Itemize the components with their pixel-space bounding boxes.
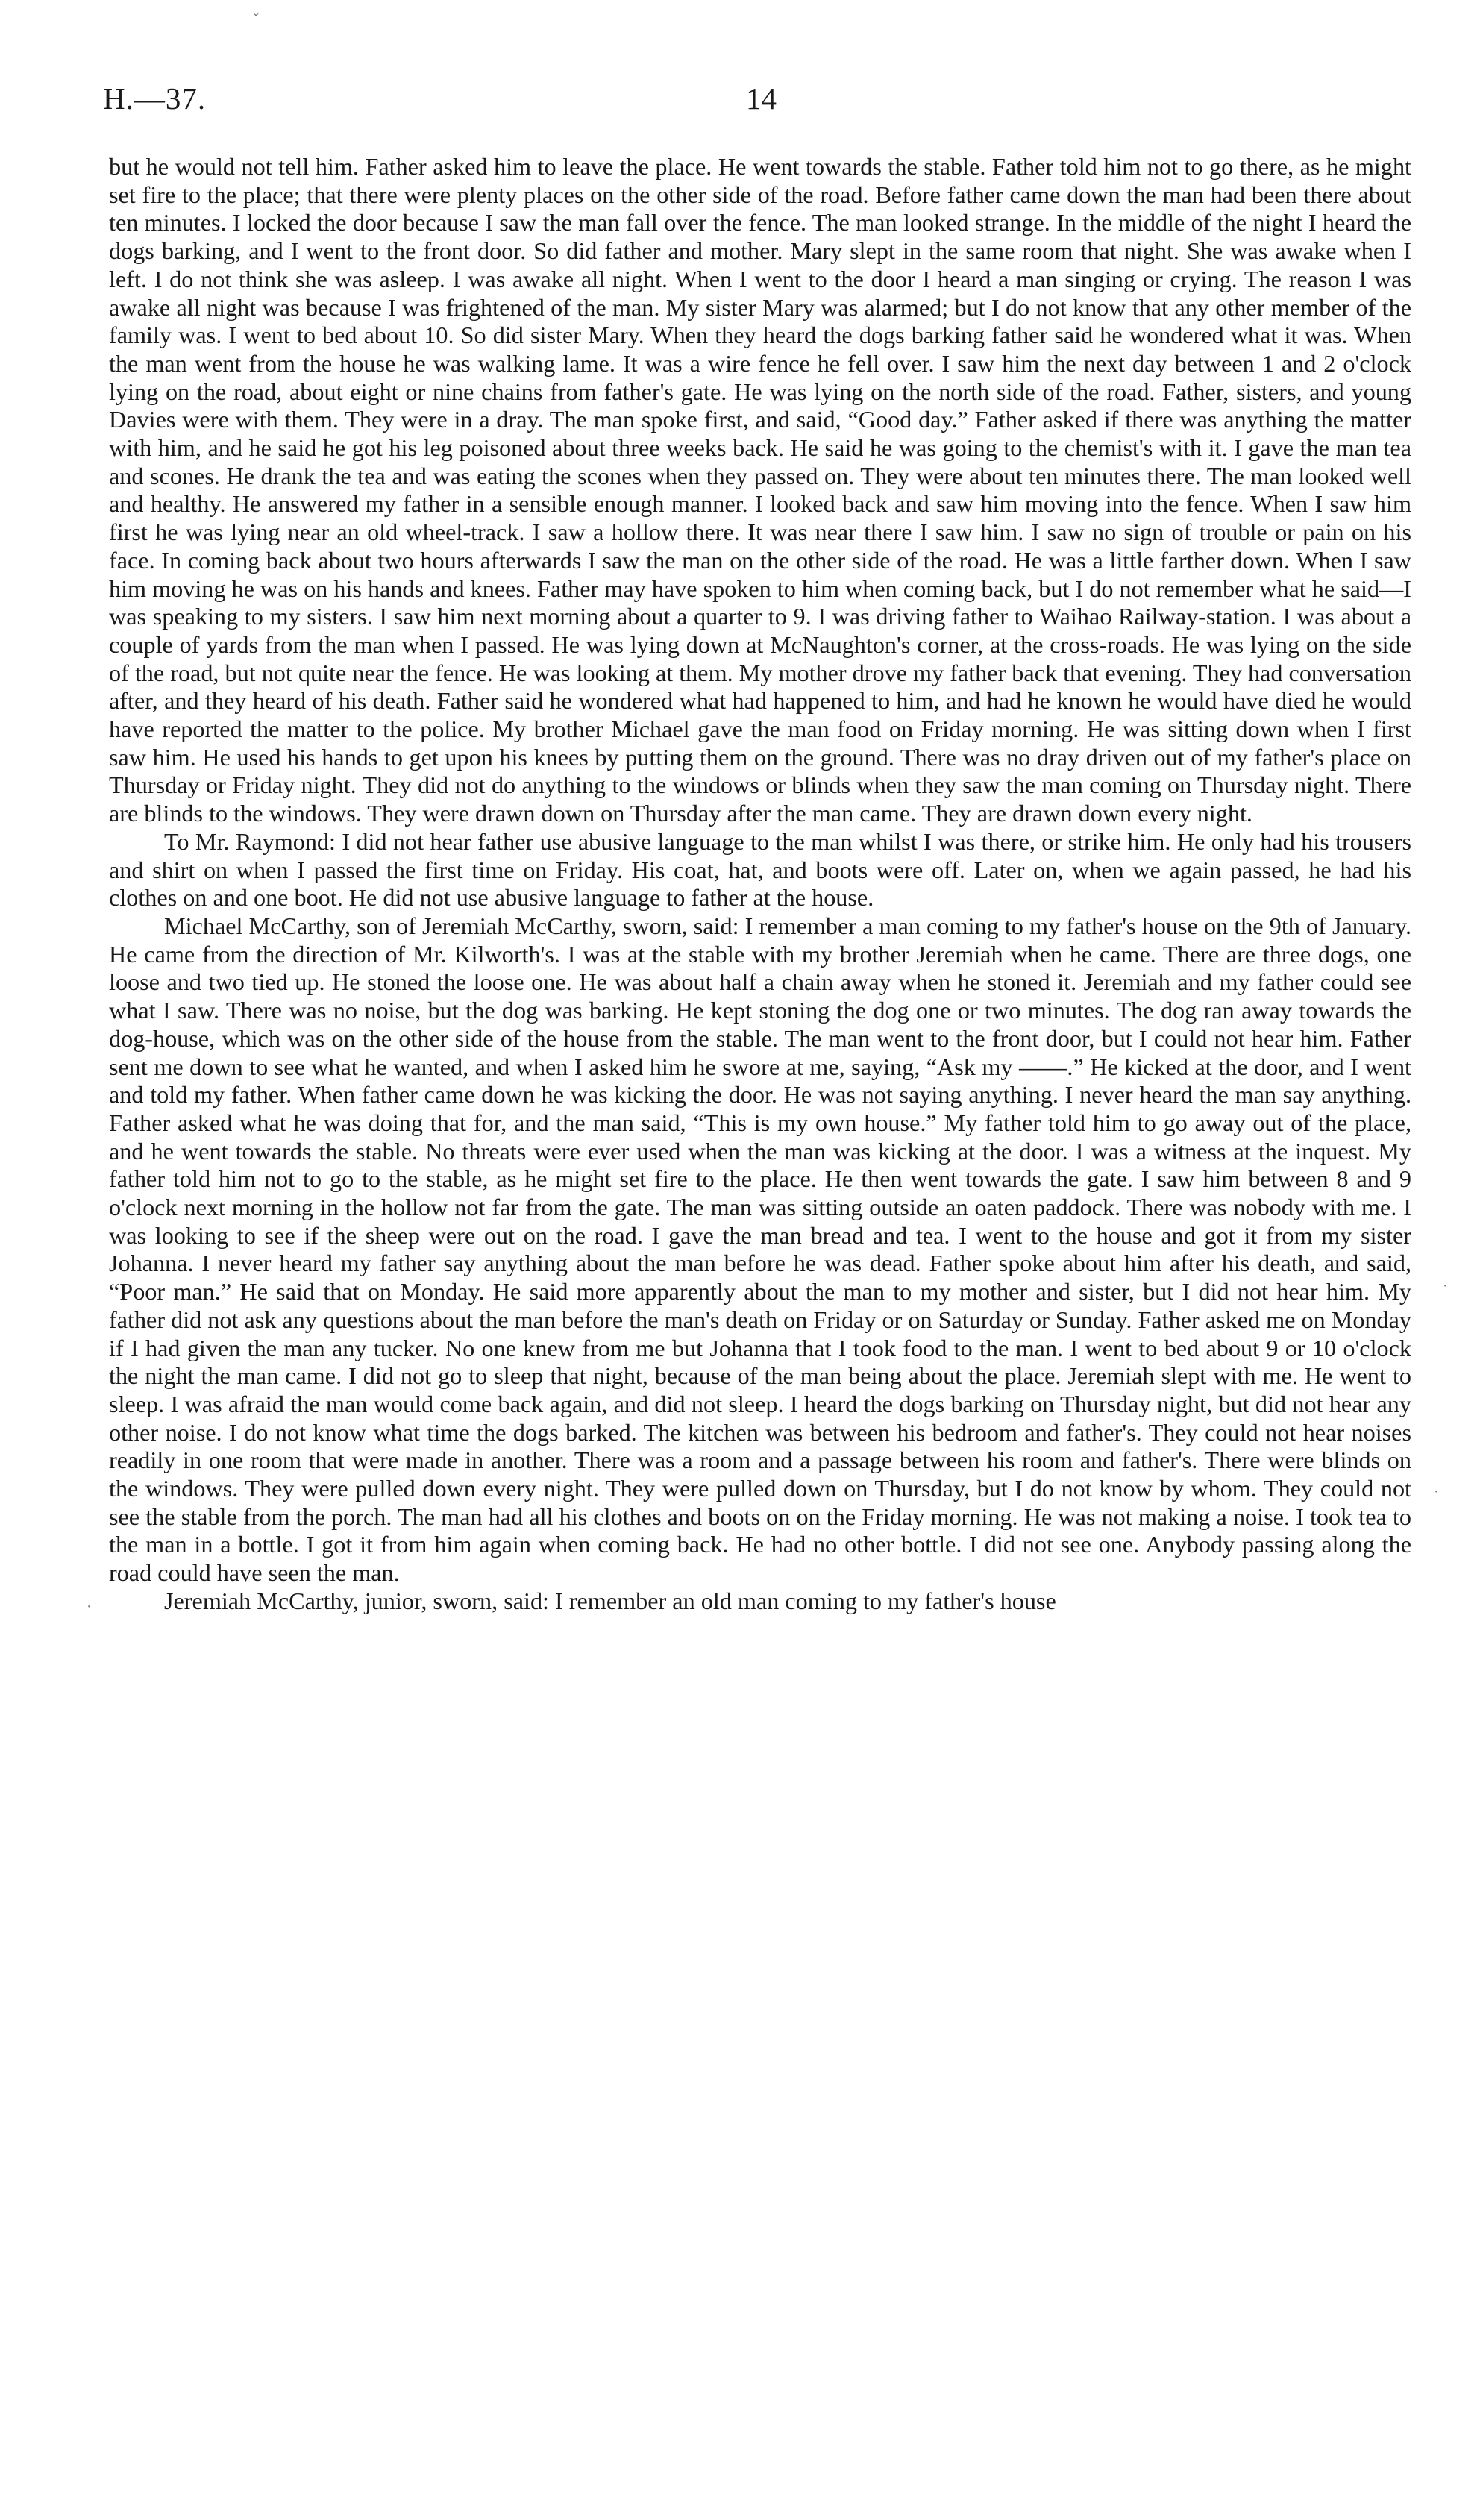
scan-speck: · — [87, 1599, 92, 1615]
paragraph-cross-examination: To Mr. Raymond: I did not hear father use abusive language to the man whilst I was there, or strike him. He only had his trousers and shirt on when I passed the first time on Friday. His coat, hat, and boots were off. Later on, when we again passed, he had his clothes on and one boot. He did not use abusive language to father at the house. — [109, 827, 1411, 912]
paragraph-jeremiah-mccarthy-junior-testimony: Jeremiah McCarthy, junior, sworn, said: I remember an old man coming to my father's house — [164, 1587, 1056, 1614]
page-number: 14 — [746, 81, 777, 116]
page-header — [103, 81, 1377, 125]
scan-speck: · — [1443, 1278, 1448, 1294]
scan-speck: ˇ — [254, 11, 259, 28]
paragraph-continued-testimony: but he would not tell him. Father asked him to leave the place. He went towards the stable. Father told him not to go there, as he might set fire to the place; that there were plenty places on the other side of the road. Before father came down the man had been there about ten minutes. I locked the door because I saw the man fall over the fence. The man looked strange. In the middle of the night I heard the dogs barking, and I went to the front door. So did father and mother. Mary slept in the same room that night. She was awake when I left. I do not think she was asleep. I was awake all night. When I went to the door I heard a man singing or crying. The reason I was awake all night was because I was frightened of the man. My sister Mary was alarmed; but I do not know that any other member of the family was. I went to bed about 10. So did sister Mary. When they heard the dogs barking father said he wondered what it was. When the man went from the house he was walking lame. It was a wire fence he fell over. I saw him the next day between 1 and 2 o'clock lying on the road, about eight or nine chains from father's gate. He was lying on the north side of the road. Father, sisters, and young Davies were with them. They were in a dray. The man spoke first, and said, “Good day.” Father asked if there was anything the matter with him, and he said he got his leg poisoned about three weeks back. He said he was going to the chemist's with it. I gave the man tea and scones. He drank the tea and was eating the scones when they passed on. They were about ten minutes there. The man looked well and healthy. He answered my father in a sensible enough manner. I looked back and saw him moving into the fence. When I saw him first he was lying near an old wheel-track. I saw a hollow there. It was near there I saw him. I saw no sign of trouble or pain on his face. In coming back about two hours afterwards I saw the man on the other side of the road. He was a little farther down. When I saw him moving he was on his hands and knees. Father may have spoken to him when coming back, but I do not remember what he said—I was speaking to my sisters. I saw him next morning about a quarter to 9. I was driving father to Waihao Railway-station. I was about a couple of yards from the man when I passed. He was lying down at McNaughton's corner, at the cross-roads. He was lying on the side of the road, but not quite near the fence. He was looking at them. My mother drove my father back that evening. They had conversation after, and they heard of his death. Father said he wondered what had happened to him, and had he known he would have died he would have reported the matter to the police. My brother Michael gave the man food on Friday morning. He was sitting down when I first saw him. He used his hands to get upon his knees by putting them on the ground. There was no dray driven out of my father's place on Thursday or Friday night. They did not do anything to the windows or blinds when they saw the man coming on Thursday night. There are blinds to the windows. They were drawn down on Thursday after the man came. They are drawn down every night. — [109, 153, 1411, 827]
scan-speck: · — [1434, 1484, 1439, 1500]
document-body — [109, 153, 1411, 1616]
paragraph-michael-mccarthy-testimony: Michael McCarthy, son of Jeremiah McCarthy, sworn, said: I remember a man coming to my father's house on the 9th of January. He came from the direction of Mr. Kilworth's. I was at the stable with my brother Jeremiah when he came. There are three dogs, one loose and two tied up. He stoned the loose one. He was about half a chain away when he stoned it. Jeremiah and my father could see what I saw. There was no noise, but the dog was barking. He kept stoning the dog one or two minutes. The dog ran away towards the dog-house, which was on the other side of the house from the stable. The man went to the front door, but I could not hear him. Father sent me down to see what he wanted, and when I asked him he swore at me, saying, “Ask my ——.” He kicked at the door, and I went and told my father. When father came down he was kicking the door. He was not saying anything. I never heard the man say anything. Father asked what he was doing that for, and the man said, “This is my own house.” My father told him to go away out of the place, and he went towards the stable. No threats were ever used when the man was kicking at the door. I was a witness at the inquest. My father told him not to go to the stable, as he might set fire to the place. He then went towards the gate. I saw him between 8 and 9 o'clock next morning in the hollow not far from the gate. The man was sitting outside an oaten paddock. There was nobody with me. I was looking to see if the sheep were out on the road. I gave the man bread and tea. I went to the house and got it from my sister Johanna. I never heard my father say anything about the man before he was dead. Father spoke about him after his death, and said, “Poor man.” He said that on Monday. He said more apparently about the man to my mother and sister, but I did not hear him. My father did not ask any questions about the man before the man's death on Friday or on Saturday or Sunday. Father asked me on Monday if I had given the man any tucker. No one knew from me but Johanna that I took food to the man. I went to bed about 9 or 10 o'clock the night the man came. I did not go to sleep that night, because of the man being about the place. Jeremiah slept with me. He went to sleep. I was afraid the man would come back again, and did not sleep. I heard the dogs barking on Thursday night, but did not hear any other noise. I do not know what time the dogs barked. The kitchen was between his bedroom and father's. They could not hear noises readily in one room that were made in another. There was a room and a passage between his room and father's. There were blinds on the windows. They were pulled down every night. They were pulled down on Thursday, but I do not know by whom. They could not see the stable from the porch. The man had all his clothes and boots on on the Friday morning. He was not making a noise. I took tea to the man in a bottle. I got it from him again when coming back. He had no other bottle. I did not see one. Anybody passing along the road could have seen the man. — [109, 912, 1411, 1587]
document-reference: H.—37. — [103, 81, 207, 116]
